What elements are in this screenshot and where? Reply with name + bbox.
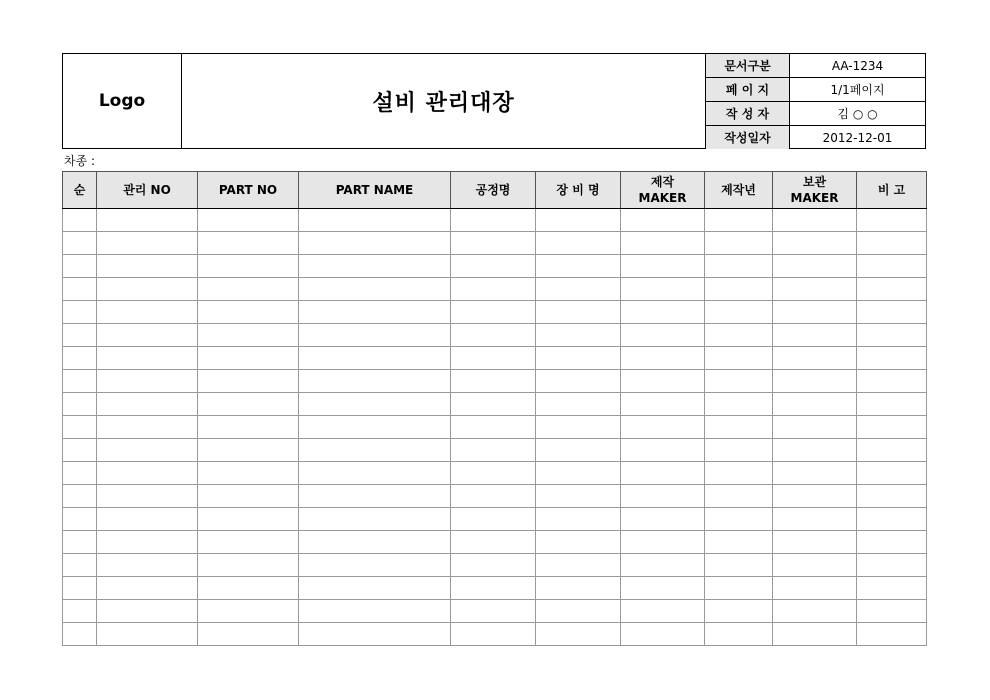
table-cell[interactable] bbox=[621, 577, 705, 600]
table-cell[interactable] bbox=[198, 600, 299, 623]
table-cell[interactable] bbox=[773, 485, 857, 508]
table-cell[interactable] bbox=[63, 508, 97, 531]
table-cell[interactable] bbox=[97, 370, 198, 393]
table-cell[interactable] bbox=[621, 554, 705, 577]
table-cell[interactable] bbox=[705, 623, 773, 646]
table-cell[interactable] bbox=[857, 577, 927, 600]
table-cell[interactable] bbox=[63, 577, 97, 600]
table-cell[interactable] bbox=[451, 439, 536, 462]
table-row bbox=[63, 255, 927, 278]
table-row bbox=[63, 232, 927, 255]
table-cell[interactable] bbox=[97, 577, 198, 600]
col-header-seq: 순 bbox=[63, 172, 97, 209]
table-cell[interactable] bbox=[857, 623, 927, 646]
table-cell[interactable] bbox=[621, 393, 705, 416]
table-cell[interactable] bbox=[705, 347, 773, 370]
table-cell[interactable] bbox=[705, 554, 773, 577]
table-cell[interactable] bbox=[621, 462, 705, 485]
table-row bbox=[63, 554, 927, 577]
table-cell[interactable] bbox=[857, 347, 927, 370]
table-cell[interactable] bbox=[773, 462, 857, 485]
table-cell[interactable] bbox=[63, 485, 97, 508]
col-header-remarks: 비 고 bbox=[857, 172, 927, 209]
table-cell[interactable] bbox=[451, 600, 536, 623]
document-info-table bbox=[706, 54, 925, 149]
table-cell[interactable] bbox=[773, 577, 857, 600]
table-cell[interactable] bbox=[857, 301, 927, 324]
table-cell[interactable] bbox=[299, 577, 451, 600]
table-cell[interactable] bbox=[97, 554, 198, 577]
table-cell[interactable] bbox=[63, 623, 97, 646]
table-cell[interactable] bbox=[773, 554, 857, 577]
info-row-author bbox=[706, 102, 925, 126]
document-title: 설비 관리대장 bbox=[182, 54, 706, 148]
table-cell[interactable] bbox=[705, 232, 773, 255]
table-row bbox=[63, 347, 927, 370]
table-cell[interactable] bbox=[97, 623, 198, 646]
table-cell[interactable] bbox=[536, 623, 621, 646]
table-cell[interactable] bbox=[536, 393, 621, 416]
col-header-manage-no: 관리 NO bbox=[97, 172, 198, 209]
table-cell[interactable] bbox=[451, 554, 536, 577]
table-cell[interactable] bbox=[97, 301, 198, 324]
table-cell[interactable] bbox=[773, 232, 857, 255]
table-cell[interactable] bbox=[63, 439, 97, 462]
table-cell[interactable] bbox=[705, 485, 773, 508]
table-cell[interactable] bbox=[97, 462, 198, 485]
table-cell[interactable] bbox=[299, 347, 451, 370]
table-cell[interactable] bbox=[773, 600, 857, 623]
table-cell[interactable] bbox=[63, 324, 97, 347]
table-cell[interactable] bbox=[536, 255, 621, 278]
table-cell[interactable] bbox=[705, 439, 773, 462]
table-cell[interactable] bbox=[63, 301, 97, 324]
table-cell[interactable] bbox=[705, 531, 773, 554]
info-label: 작 성 자 bbox=[706, 102, 790, 126]
table-cell[interactable] bbox=[299, 278, 451, 301]
table-row bbox=[63, 370, 927, 393]
table-cell[interactable] bbox=[536, 439, 621, 462]
table-cell[interactable] bbox=[451, 393, 536, 416]
table-cell[interactable] bbox=[705, 278, 773, 301]
table-cell[interactable] bbox=[536, 600, 621, 623]
table-cell[interactable] bbox=[299, 209, 451, 232]
table-cell[interactable] bbox=[773, 416, 857, 439]
table-row bbox=[63, 301, 927, 324]
table-cell[interactable] bbox=[299, 623, 451, 646]
table-cell[interactable] bbox=[63, 209, 97, 232]
table-cell[interactable] bbox=[705, 209, 773, 232]
table-cell[interactable] bbox=[63, 278, 97, 301]
logo: Logo bbox=[63, 54, 182, 148]
info-row-date bbox=[706, 126, 925, 150]
table-row bbox=[63, 531, 927, 554]
table-cell[interactable] bbox=[198, 577, 299, 600]
table-cell[interactable] bbox=[63, 600, 97, 623]
col-header-part-no: PART NO bbox=[198, 172, 299, 209]
table-cell[interactable] bbox=[451, 324, 536, 347]
table-cell[interactable] bbox=[299, 485, 451, 508]
table-cell[interactable] bbox=[705, 393, 773, 416]
table-cell[interactable] bbox=[705, 301, 773, 324]
table-cell[interactable] bbox=[773, 324, 857, 347]
table-cell[interactable] bbox=[63, 462, 97, 485]
table-cell[interactable] bbox=[773, 278, 857, 301]
info-value: AA-1234 bbox=[790, 54, 926, 78]
table-cell[interactable] bbox=[621, 508, 705, 531]
table-cell[interactable] bbox=[857, 370, 927, 393]
table-cell[interactable] bbox=[299, 439, 451, 462]
table-cell[interactable] bbox=[705, 462, 773, 485]
table-cell[interactable] bbox=[299, 324, 451, 347]
table-cell[interactable] bbox=[536, 577, 621, 600]
table-cell[interactable] bbox=[299, 370, 451, 393]
table-cell[interactable] bbox=[198, 278, 299, 301]
table-cell[interactable] bbox=[621, 324, 705, 347]
table-cell[interactable] bbox=[621, 255, 705, 278]
table-cell[interactable] bbox=[451, 416, 536, 439]
table-cell[interactable] bbox=[451, 508, 536, 531]
table-cell[interactable] bbox=[621, 623, 705, 646]
table-cell[interactable] bbox=[773, 347, 857, 370]
table-cell[interactable] bbox=[705, 324, 773, 347]
col-header-year: 제작년 bbox=[705, 172, 773, 209]
table-cell[interactable] bbox=[97, 393, 198, 416]
table-row bbox=[63, 508, 927, 531]
table-cell[interactable] bbox=[857, 462, 927, 485]
table-cell[interactable] bbox=[705, 508, 773, 531]
table-cell[interactable] bbox=[198, 393, 299, 416]
table-cell[interactable] bbox=[299, 508, 451, 531]
table-cell[interactable] bbox=[536, 370, 621, 393]
table-cell[interactable] bbox=[536, 301, 621, 324]
table-cell[interactable] bbox=[536, 416, 621, 439]
table-cell[interactable] bbox=[198, 485, 299, 508]
info-value: 1/1페이지 bbox=[790, 78, 926, 102]
table-cell[interactable] bbox=[705, 370, 773, 393]
table-cell[interactable] bbox=[451, 623, 536, 646]
table-cell[interactable] bbox=[621, 439, 705, 462]
table-cell[interactable] bbox=[621, 370, 705, 393]
table-cell[interactable] bbox=[63, 393, 97, 416]
table-cell[interactable] bbox=[198, 623, 299, 646]
table-cell[interactable] bbox=[198, 462, 299, 485]
table-cell[interactable] bbox=[63, 255, 97, 278]
table-cell[interactable] bbox=[773, 370, 857, 393]
table-cell[interactable] bbox=[299, 600, 451, 623]
table-cell[interactable] bbox=[198, 347, 299, 370]
table-cell[interactable] bbox=[857, 324, 927, 347]
table-cell[interactable] bbox=[97, 232, 198, 255]
table-cell[interactable] bbox=[621, 301, 705, 324]
table-cell[interactable] bbox=[857, 255, 927, 278]
table-cell[interactable] bbox=[536, 278, 621, 301]
col-header-storage-maker: 보관 MAKER bbox=[773, 172, 857, 209]
table-cell[interactable] bbox=[621, 232, 705, 255]
table-cell[interactable] bbox=[773, 209, 857, 232]
col-header-maker: 제작 MAKER bbox=[621, 172, 705, 209]
col-header-part-name: PART NAME bbox=[299, 172, 451, 209]
table-cell[interactable] bbox=[63, 347, 97, 370]
col-header-equipment-name: 장 비 명 bbox=[536, 172, 621, 209]
table-cell[interactable] bbox=[621, 347, 705, 370]
table-cell[interactable] bbox=[536, 209, 621, 232]
info-value: 2012-12-01 bbox=[822, 130, 893, 145]
table-cell[interactable] bbox=[773, 255, 857, 278]
table-cell[interactable] bbox=[299, 531, 451, 554]
table-row bbox=[63, 324, 927, 347]
table-cell[interactable] bbox=[97, 255, 198, 278]
table-cell[interactable] bbox=[621, 209, 705, 232]
table-row bbox=[63, 209, 927, 232]
table-cell[interactable] bbox=[97, 485, 198, 508]
table-cell[interactable] bbox=[857, 416, 927, 439]
equipment-table bbox=[62, 171, 927, 646]
table-cell[interactable] bbox=[857, 278, 927, 301]
table-cell[interactable] bbox=[536, 462, 621, 485]
table-cell[interactable] bbox=[857, 531, 927, 554]
table-cell[interactable] bbox=[857, 232, 927, 255]
table-row bbox=[63, 278, 927, 301]
table-cell[interactable] bbox=[705, 577, 773, 600]
table-cell[interactable] bbox=[97, 347, 198, 370]
table-cell[interactable] bbox=[773, 531, 857, 554]
table-cell[interactable] bbox=[299, 301, 451, 324]
table-cell[interactable] bbox=[451, 347, 536, 370]
document-header bbox=[62, 53, 926, 149]
table-cell[interactable] bbox=[299, 393, 451, 416]
table-cell[interactable] bbox=[536, 554, 621, 577]
table-cell[interactable] bbox=[299, 554, 451, 577]
table-cell[interactable] bbox=[451, 370, 536, 393]
table-cell[interactable] bbox=[63, 531, 97, 554]
table-cell[interactable] bbox=[451, 209, 536, 232]
table-row bbox=[63, 416, 927, 439]
table-row bbox=[63, 485, 927, 508]
table-cell[interactable] bbox=[63, 554, 97, 577]
table-cell[interactable] bbox=[299, 416, 451, 439]
info-label: 페 이 지 bbox=[706, 78, 790, 102]
table-cell[interactable] bbox=[857, 508, 927, 531]
table-cell[interactable] bbox=[299, 255, 451, 278]
table-cell[interactable] bbox=[621, 278, 705, 301]
table-cell[interactable] bbox=[451, 255, 536, 278]
table-cell[interactable] bbox=[451, 278, 536, 301]
table-cell[interactable] bbox=[97, 600, 198, 623]
table-cell[interactable] bbox=[198, 209, 299, 232]
table-cell[interactable] bbox=[773, 623, 857, 646]
table-cell[interactable] bbox=[705, 600, 773, 623]
table-cell[interactable] bbox=[621, 600, 705, 623]
table-cell[interactable] bbox=[773, 393, 857, 416]
table-cell[interactable] bbox=[536, 324, 621, 347]
table-cell[interactable] bbox=[621, 416, 705, 439]
table-cell[interactable] bbox=[451, 232, 536, 255]
info-row-doc-type bbox=[706, 54, 925, 78]
table-row bbox=[63, 462, 927, 485]
table-cell[interactable] bbox=[198, 301, 299, 324]
table-cell[interactable] bbox=[536, 347, 621, 370]
table-cell[interactable] bbox=[299, 232, 451, 255]
table-cell[interactable] bbox=[198, 508, 299, 531]
info-value: 김 ○ ○ bbox=[790, 102, 926, 126]
table-cell[interactable] bbox=[536, 531, 621, 554]
info-label: 작성일자 bbox=[706, 126, 790, 150]
table-cell[interactable] bbox=[451, 485, 536, 508]
table-row bbox=[63, 439, 927, 462]
table-cell[interactable] bbox=[536, 508, 621, 531]
car-type-label: 차종 : bbox=[64, 154, 96, 168]
table-cell[interactable] bbox=[451, 301, 536, 324]
table-cell[interactable] bbox=[97, 439, 198, 462]
table-cell[interactable] bbox=[857, 439, 927, 462]
table-cell[interactable] bbox=[857, 209, 927, 232]
table-cell[interactable] bbox=[63, 416, 97, 439]
table-cell[interactable] bbox=[536, 232, 621, 255]
table-row bbox=[63, 600, 927, 623]
table-cell[interactable] bbox=[97, 278, 198, 301]
table-cell[interactable] bbox=[198, 324, 299, 347]
table-cell[interactable] bbox=[97, 508, 198, 531]
table-row bbox=[63, 393, 927, 416]
table-cell[interactable] bbox=[857, 485, 927, 508]
table-cell[interactable] bbox=[451, 462, 536, 485]
table-cell[interactable] bbox=[63, 232, 97, 255]
table-cell[interactable] bbox=[536, 485, 621, 508]
table-row bbox=[63, 623, 927, 646]
table-cell[interactable] bbox=[63, 370, 97, 393]
table-cell[interactable] bbox=[198, 531, 299, 554]
table-cell[interactable] bbox=[198, 416, 299, 439]
table-cell[interactable] bbox=[198, 554, 299, 577]
table-cell[interactable] bbox=[705, 416, 773, 439]
table-cell[interactable] bbox=[97, 416, 198, 439]
table-cell[interactable] bbox=[773, 508, 857, 531]
table-cell[interactable] bbox=[773, 439, 857, 462]
table-cell[interactable] bbox=[451, 577, 536, 600]
table-cell[interactable] bbox=[97, 324, 198, 347]
info-row-page bbox=[706, 78, 925, 102]
table-cell[interactable] bbox=[97, 209, 198, 232]
table-cell[interactable] bbox=[705, 255, 773, 278]
table-cell[interactable] bbox=[198, 232, 299, 255]
table-cell[interactable] bbox=[451, 531, 536, 554]
table-cell[interactable] bbox=[857, 600, 927, 623]
table-cell[interactable] bbox=[621, 531, 705, 554]
table-cell[interactable] bbox=[857, 393, 927, 416]
table-cell[interactable] bbox=[198, 370, 299, 393]
table-header-row bbox=[63, 172, 927, 209]
table-cell[interactable] bbox=[97, 531, 198, 554]
table-cell[interactable] bbox=[198, 255, 299, 278]
table-row bbox=[63, 577, 927, 600]
table-cell[interactable] bbox=[857, 554, 927, 577]
table-cell[interactable] bbox=[198, 439, 299, 462]
table-cell[interactable] bbox=[299, 462, 451, 485]
table-cell[interactable] bbox=[773, 301, 857, 324]
info-label: 문서구분 bbox=[706, 54, 790, 78]
table-cell[interactable] bbox=[621, 485, 705, 508]
col-header-process: 공정명 bbox=[451, 172, 536, 209]
